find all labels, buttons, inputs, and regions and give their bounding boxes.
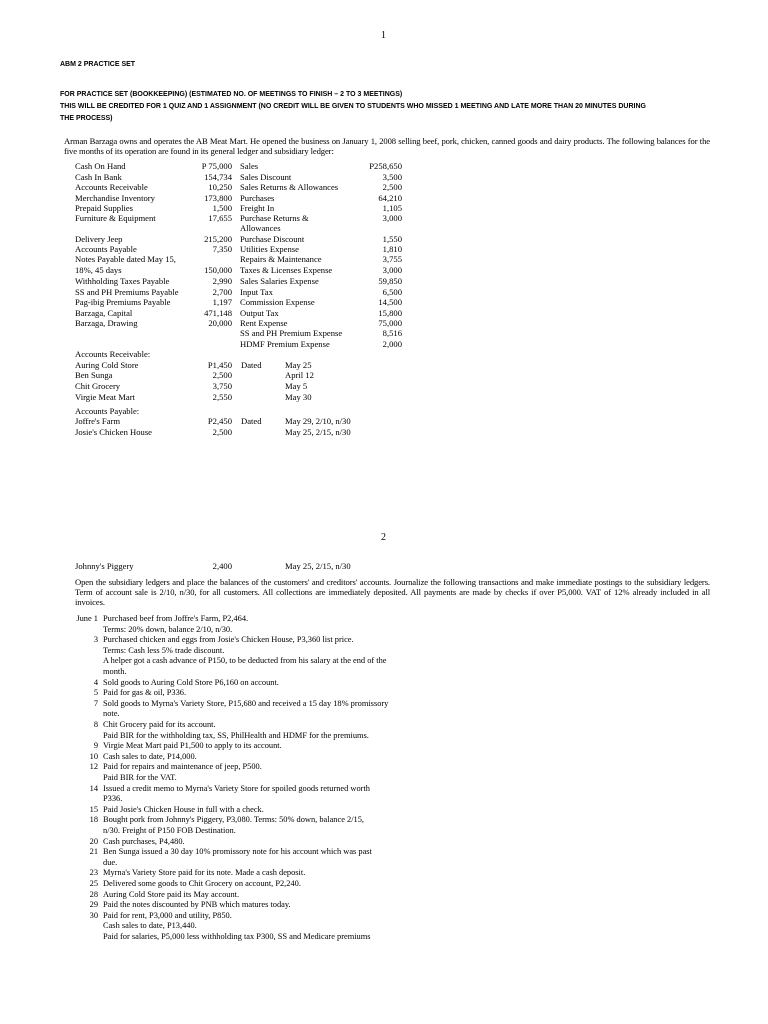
table-row [75, 561, 134, 572]
transaction-row [68, 614, 408, 624]
transaction-text: Paid BIR for the withholding tax, SS, PhilHealth and HDMF for the premiums. [103, 730, 369, 740]
account-amount: 3,000 [382, 265, 402, 275]
subsidiary-date: May 29, 2/10, n/30 [285, 416, 351, 426]
account-name: Output Tax [240, 308, 279, 318]
subsidiary-heading: Accounts Receivable: [75, 349, 151, 359]
account-name: Notes Payable dated May 15, [75, 254, 176, 264]
intro-paragraph: Arman Barzaga owns and operates the AB Meat Mart. He opened the business on January 1, 2008 selling beef, pork, chicken, canned goods and dairy products. The following balances for the five months of its operation are found in its general ledger and subsidiary ledger: [64, 136, 710, 156]
account-amount: P 75,000 [201, 161, 232, 171]
account-name: Sales Returns & Allowances [240, 182, 339, 192]
transaction-text: Paid for rent, P3,000 and utility, P850. [103, 910, 232, 920]
account-name: Barzaga, Drawing [75, 318, 138, 328]
creditor-date: May 25, 2/15, n/30 [285, 561, 351, 571]
transaction-date: 8 [93, 720, 98, 729]
transaction-row [68, 890, 408, 900]
account-name: Sales [240, 161, 259, 171]
transaction-row [68, 635, 408, 645]
transaction-text: Paid for salaries, P5,000 less withholding tax P300, SS and Medicare premiums [103, 932, 371, 941]
transaction-row [68, 815, 408, 825]
page-number-2: 2 [381, 532, 386, 543]
account-amount: 150,000 [204, 265, 232, 275]
subsidiary-name: Auring Cold Store [75, 360, 139, 370]
subsidiary-name: Josie's Chicken House [75, 427, 152, 437]
account-amount: 215,200 [204, 234, 232, 244]
dated-label: Dated [241, 416, 262, 426]
account-name: HDMF Premium Expense [240, 339, 330, 349]
transaction-row [68, 720, 408, 730]
transaction-text: P336. [103, 794, 123, 804]
transaction-date: 10 [89, 751, 98, 761]
transaction-date: 20 [89, 836, 98, 846]
transaction-date: 12 [89, 762, 98, 772]
transaction-date: 4 [93, 677, 98, 687]
account-amount: 64,210 [378, 193, 402, 203]
transaction-text: Paid the notes discounted by PNB which matures today. [103, 900, 291, 910]
transaction-date: 29 [89, 900, 98, 910]
account-name: Input Tax [240, 287, 273, 297]
account-name: Merchandise Inventory [75, 193, 155, 203]
transaction-date: 28 [89, 889, 98, 899]
transaction-text: due. [103, 857, 118, 867]
account-name: Commission Expense [240, 297, 315, 307]
transaction-date: 21 [89, 847, 98, 857]
transaction-date: 23 [89, 868, 98, 878]
transaction-text: Virgie Meat Mart paid P1,500 to apply to its account. [103, 741, 282, 751]
transaction-text: Terms: 20% down, balance 2/10, n/30. [103, 624, 233, 634]
transaction-text: Purchased chicken and eggs from Josie's Chicken House, P3,360 list price. [103, 635, 354, 645]
transaction-date: 30 [89, 910, 98, 920]
account-name: 18%, 45 days [75, 265, 122, 275]
account-name: Furniture & Equipment [75, 213, 156, 223]
account-name: Purchases [240, 193, 275, 203]
account-amount: 173,800 [204, 193, 232, 203]
subsidiary-date: May 25 [285, 360, 312, 370]
account-amount: P258,650 [369, 161, 402, 171]
account-name: Rent Expense [240, 318, 288, 328]
account-amount: 3,000 [382, 213, 402, 223]
transaction-row [68, 667, 408, 677]
subsidiary-amount: P1,450 [207, 360, 232, 370]
transaction-date: 25 [89, 879, 98, 888]
transaction-row [68, 741, 408, 751]
transaction-date: 18 [89, 815, 98, 825]
transaction-date: 9 [93, 741, 98, 751]
transaction-row [68, 752, 408, 762]
account-name: Cash On Hand [75, 161, 126, 171]
account-name: Sales Discount [240, 172, 292, 182]
transaction-text: Sold goods to Auring Cold Store P6,160 on account. [103, 677, 279, 687]
account-amount: 154,734 [204, 172, 232, 182]
subsidiary-name: Joffre's Farm [75, 416, 121, 426]
transaction-text: n/30. Freight of P150 FOB Destination. [103, 826, 236, 835]
account-name: Sales Salaries Expense [240, 276, 319, 286]
transaction-row [68, 699, 408, 709]
subsidiary-name: Chit Grocery [75, 381, 121, 391]
account-amount: 3,755 [382, 254, 402, 264]
subsidiary-date: May 25, 2/15, n/30 [285, 427, 351, 437]
transaction-date: 15 [89, 804, 98, 814]
transaction-row [68, 646, 408, 656]
account-name: Withholding Taxes Payable [75, 276, 170, 286]
account-amount: 2,990 [212, 276, 232, 286]
transaction-row [68, 709, 408, 719]
transaction-row [68, 868, 408, 878]
account-name: Purchase Returns & [240, 213, 309, 223]
transaction-text: Auring Cold Store paid its May account. [103, 889, 240, 899]
document-title: ABM 2 PRACTICE SET [60, 61, 136, 68]
subsidiary-name: Ben Sunga [75, 370, 113, 380]
transaction-text: Sold goods to Myrna's Variety Store, P15,680 and received a 15 day 18% promissory [103, 698, 389, 708]
transaction-row [68, 773, 408, 783]
account-name: Delivery Jeep [75, 234, 123, 244]
account-name: Accounts Payable [75, 244, 137, 254]
transaction-date: 7 [93, 698, 98, 708]
page-number: 1 [381, 30, 386, 41]
account-name: Repairs & Maintenance [240, 254, 322, 264]
transaction-date: 5 [93, 688, 98, 698]
subsidiary-heading: Accounts Payable: [75, 406, 140, 416]
transaction-row [68, 625, 408, 635]
transaction-row [68, 858, 408, 868]
transaction-row [68, 847, 408, 857]
transaction-text: Paid for gas & oil, P336. [103, 688, 187, 698]
subsidiary-date: May 30 [285, 392, 312, 402]
account-amount: 10,250 [208, 182, 232, 192]
subsidiary-amount: P2,450 [207, 416, 232, 426]
transaction-text: Cash sales to date, P14,000. [103, 751, 197, 761]
account-amount: 2,500 [382, 182, 402, 192]
transaction-row [68, 762, 408, 772]
subsidiary-name: Virgie Meat Mart [75, 392, 135, 402]
subsidiary-amount: 2,500 [212, 427, 232, 437]
creditor-name: Johnny's Piggery [75, 561, 134, 571]
account-name: Taxes & Licenses Expense [240, 265, 333, 275]
account-amount: 2,000 [382, 339, 402, 349]
account-name: Utilities Expense [240, 244, 299, 254]
transaction-row [68, 805, 408, 815]
account-amount: 1,105 [382, 203, 402, 213]
transaction-text: note. [103, 709, 120, 719]
subsidiary-date: April 12 [285, 370, 314, 380]
account-amount: 1,500 [212, 203, 232, 213]
account-name: SS and PH Premiums Payable [75, 287, 179, 297]
account-name: SS and PH Premium Expense [240, 328, 343, 338]
account-amount: 7,350 [212, 244, 232, 254]
transaction-text: Bought pork from Johnny's Piggery, P3,080. Terms: 50% down, balance 2/15, [103, 815, 364, 825]
account-amount: 59,850 [378, 276, 402, 286]
transaction-text: Paid for repairs and maintenance of jeep, P500. [103, 762, 262, 772]
transaction-text: Chit Grocery paid for its account. [103, 720, 216, 729]
subsidiary-amount: 3,750 [212, 381, 232, 391]
header-line-3: THE PROCESS) [60, 115, 113, 122]
transaction-row [68, 678, 408, 688]
creditor-amount: 2,400 [212, 561, 232, 571]
account-name: Cash In Bank [75, 172, 122, 182]
account-amount: 1,550 [382, 234, 402, 244]
transaction-row [68, 784, 408, 794]
account-name: Prepaid Supplies [75, 203, 134, 213]
account-amount: 8,516 [382, 328, 402, 338]
account-amount: 75,000 [378, 318, 402, 328]
instructions-paragraph: Open the subsidiary ledgers and place the balances of the customers' and creditors' accounts. Journalize the following transactions and make immediate postings to the subsidiary ledgers. Term of account sale is 2/10, n/30, for all customers. All collections are immediately deposited. All payments are made by checks if over P5,000. VAT of 12% already included in all invoices. [75, 577, 710, 607]
account-name: Allowances [240, 223, 281, 233]
transaction-row [68, 688, 408, 698]
account-amount: 15,800 [378, 308, 402, 318]
transaction-text: Purchased beef from Joffre's Farm, P2,464. [103, 614, 249, 623]
transaction-text: Cash purchases, P4,480. [103, 836, 185, 846]
transaction-text: Myrna's Variety Store paid for its note. Made a cash deposit. [103, 868, 306, 878]
account-name: Pag-ibig Premiums Payable [75, 297, 171, 307]
transaction-row [68, 837, 408, 847]
transaction-text: Cash sales to date, P13,440. [103, 921, 197, 931]
transaction-text: Terms: Cash less 5% trade discount. [103, 645, 225, 655]
transaction-date: 3 [93, 635, 98, 645]
account-amount: 20,000 [208, 318, 232, 328]
transaction-text: Paid BIR for the VAT. [103, 773, 177, 782]
account-amount: 17,655 [208, 213, 232, 223]
header-line-1: FOR PRACTICE SET (BOOKKEEPING) (ESTIMATED NO. OF MEETINGS TO FINISH – 2 TO 3 MEETINGS) [60, 91, 403, 98]
transaction-text: month. [103, 667, 127, 676]
transaction-text: Paid Josie's Chicken House in full with a check. [103, 804, 264, 814]
transaction-row [68, 932, 408, 942]
transaction-text: Ben Sunga issued a 30 day 10% promissory note for his account which was past [103, 847, 372, 857]
account-name: Barzaga, Capital [75, 308, 133, 318]
transaction-row [68, 794, 408, 804]
dated-label: Dated [241, 360, 262, 370]
transaction-row [68, 900, 408, 910]
transaction-date: 14 [89, 783, 98, 793]
transaction-row [68, 826, 408, 836]
transaction-row [68, 656, 408, 666]
transaction-text: A helper got a cash advance of P150, to be deducted from his salary at the end of the [103, 656, 387, 666]
transaction-row [68, 911, 408, 921]
transaction-text: Delivered some goods to Chit Grocery on account, P2,240. [103, 879, 301, 888]
subsidiary-date: May 5 [285, 381, 308, 391]
account-amount: 3,500 [382, 172, 402, 182]
subsidiary-amount: 2,500 [212, 370, 232, 380]
account-name: Purchase Discount [240, 234, 305, 244]
transaction-date: June 1 [76, 614, 98, 623]
account-amount: 14,500 [378, 297, 402, 307]
account-amount: 6,500 [382, 287, 402, 297]
transaction-row [68, 921, 408, 931]
account-name: Freight In [240, 203, 275, 213]
account-amount: 471,148 [204, 308, 232, 318]
transaction-row [68, 879, 408, 889]
header-line-2: THIS WILL BE CREDITED FOR 1 QUIZ AND 1 ASSIGNMENT (NO CREDIT WILL BE GIVEN TO STUDENTS WHO MISSED 1 MEETING AND LATE MORE THAN 20 MINUTES DURING [60, 103, 646, 110]
account-name: Accounts Receivable [75, 182, 148, 192]
subsidiary-amount: 2,550 [212, 392, 232, 402]
transaction-text: Issued a credit memo to Myrna's Variety Store for spoiled goods returned worth [103, 783, 370, 793]
account-amount: 1,810 [382, 244, 402, 254]
transaction-row [68, 731, 408, 741]
account-amount: 2,700 [212, 287, 232, 297]
account-amount: 1,197 [212, 297, 232, 307]
